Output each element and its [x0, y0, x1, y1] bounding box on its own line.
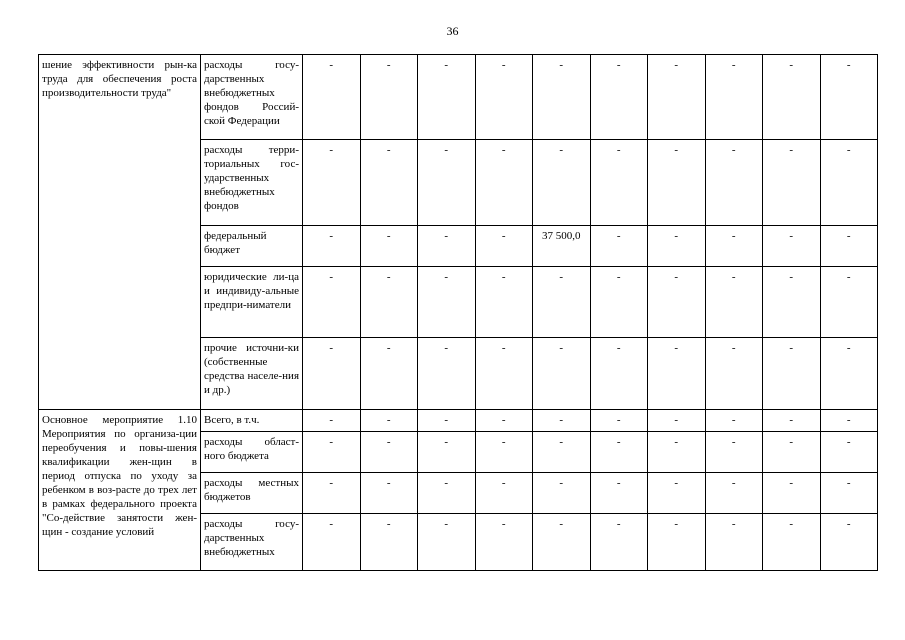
value-cell: -	[590, 514, 648, 571]
value-cell: -	[590, 267, 648, 338]
value-cell: -	[475, 338, 533, 410]
value-cell: -	[763, 338, 821, 410]
value-cell: -	[820, 410, 878, 432]
value-cell: -	[763, 55, 821, 140]
value-cell: -	[533, 267, 591, 338]
value-cell: -	[533, 140, 591, 226]
funding-source-cell: федеральный бюджет	[201, 226, 303, 267]
funding-source-cell: юридические ли-ца и индивиду-альные предпри-ниматели	[201, 267, 303, 338]
funding-source-cell: расходы местных бюджетов	[201, 473, 303, 514]
value-cell: -	[705, 410, 763, 432]
funding-source-cell: прочие источни-ки (собственные средства населе-ния и др.)	[201, 338, 303, 410]
value-cell: -	[418, 338, 476, 410]
value-cell: -	[705, 514, 763, 571]
value-cell: -	[475, 55, 533, 140]
value-cell: -	[360, 432, 418, 473]
value-cell: -	[303, 514, 361, 571]
value-cell: -	[590, 473, 648, 514]
value-cell: -	[360, 226, 418, 267]
value-cell: -	[763, 140, 821, 226]
value-cell: -	[590, 410, 648, 432]
page-number: 36	[446, 24, 459, 38]
value-cell: -	[360, 267, 418, 338]
value-cell: -	[475, 140, 533, 226]
value-cell: -	[533, 338, 591, 410]
value-cell: -	[418, 55, 476, 140]
value-cell: -	[648, 267, 706, 338]
value-cell: -	[533, 55, 591, 140]
value-cell: -	[360, 514, 418, 571]
value-cell: -	[705, 473, 763, 514]
value-cell: -	[360, 473, 418, 514]
value-cell: -	[648, 514, 706, 571]
value-cell: -	[705, 338, 763, 410]
budget-table	[38, 54, 878, 571]
value-cell: -	[360, 410, 418, 432]
value-cell: -	[820, 514, 878, 571]
value-cell: -	[533, 514, 591, 571]
value-cell: -	[648, 338, 706, 410]
value-cell: -	[820, 226, 878, 267]
value-cell: -	[648, 473, 706, 514]
value-cell: -	[820, 338, 878, 410]
value-cell: -	[590, 140, 648, 226]
value-cell: -	[820, 432, 878, 473]
value-cell: -	[475, 432, 533, 473]
value-cell: -	[418, 432, 476, 473]
value-cell: -	[763, 514, 821, 571]
value-cell: -	[820, 55, 878, 140]
value-cell: -	[648, 432, 706, 473]
funding-source-cell: расходы област-ного бюджета	[201, 432, 303, 473]
value-cell: -	[590, 338, 648, 410]
value-cell: -	[763, 473, 821, 514]
funding-source-cell: расходы госу-дарственных внебюджетных фондов Россий-ской Федерации	[201, 55, 303, 140]
value-cell: -	[533, 432, 591, 473]
value-cell: -	[360, 55, 418, 140]
value-cell: -	[303, 338, 361, 410]
value-cell: -	[820, 140, 878, 226]
value-cell: -	[475, 514, 533, 571]
value-cell: -	[418, 410, 476, 432]
value-cell: -	[533, 410, 591, 432]
value-cell: -	[418, 140, 476, 226]
value-cell: -	[418, 514, 476, 571]
value-cell: -	[303, 473, 361, 514]
table-row	[39, 55, 878, 140]
value-cell: -	[763, 432, 821, 473]
value-cell: -	[705, 267, 763, 338]
measure-name-cell: шение эффективности рын-ка труда для обеспечения роста производительности труда"	[39, 55, 201, 410]
value-cell: -	[475, 473, 533, 514]
value-cell: 37 500,0	[533, 226, 591, 267]
value-cell: -	[590, 226, 648, 267]
value-cell: -	[418, 473, 476, 514]
value-cell: -	[590, 55, 648, 140]
value-cell: -	[475, 410, 533, 432]
value-cell: -	[475, 226, 533, 267]
value-cell: -	[648, 140, 706, 226]
value-cell: -	[763, 410, 821, 432]
value-cell: -	[303, 140, 361, 226]
value-cell: -	[763, 267, 821, 338]
value-cell: -	[303, 267, 361, 338]
value-cell: -	[648, 410, 706, 432]
value-cell: -	[763, 226, 821, 267]
table-row	[39, 410, 878, 432]
value-cell: -	[705, 226, 763, 267]
value-cell: -	[820, 473, 878, 514]
measure-name-cell: Основное мероприятие 1.10 Мероприятия по организа-ции переобучения и повы-шения квалификации жен-щин в период отпуска по уходу за ребенком в воз-расте до трех лет в рамках федерального проекта "Со-действие занятости жен-щин - создание условий	[39, 410, 201, 571]
value-cell: -	[648, 226, 706, 267]
value-cell: -	[705, 432, 763, 473]
funding-source-cell: расходы госу-дарственных внебюджетных	[201, 514, 303, 571]
value-cell: -	[303, 55, 361, 140]
value-cell: -	[705, 55, 763, 140]
value-cell: -	[303, 432, 361, 473]
value-cell: -	[820, 267, 878, 338]
value-cell: -	[705, 140, 763, 226]
value-cell: -	[533, 473, 591, 514]
funding-source-cell: Всего, в т.ч.	[201, 410, 303, 432]
value-cell: -	[360, 140, 418, 226]
value-cell: -	[590, 432, 648, 473]
value-cell: -	[648, 55, 706, 140]
value-cell: -	[418, 226, 476, 267]
value-cell: -	[418, 267, 476, 338]
value-cell: -	[360, 338, 418, 410]
value-cell: -	[475, 267, 533, 338]
value-cell: -	[303, 226, 361, 267]
value-cell: -	[303, 410, 361, 432]
funding-source-cell: расходы терри-ториальных гос-ударственных внебюджетных фондов	[201, 140, 303, 226]
